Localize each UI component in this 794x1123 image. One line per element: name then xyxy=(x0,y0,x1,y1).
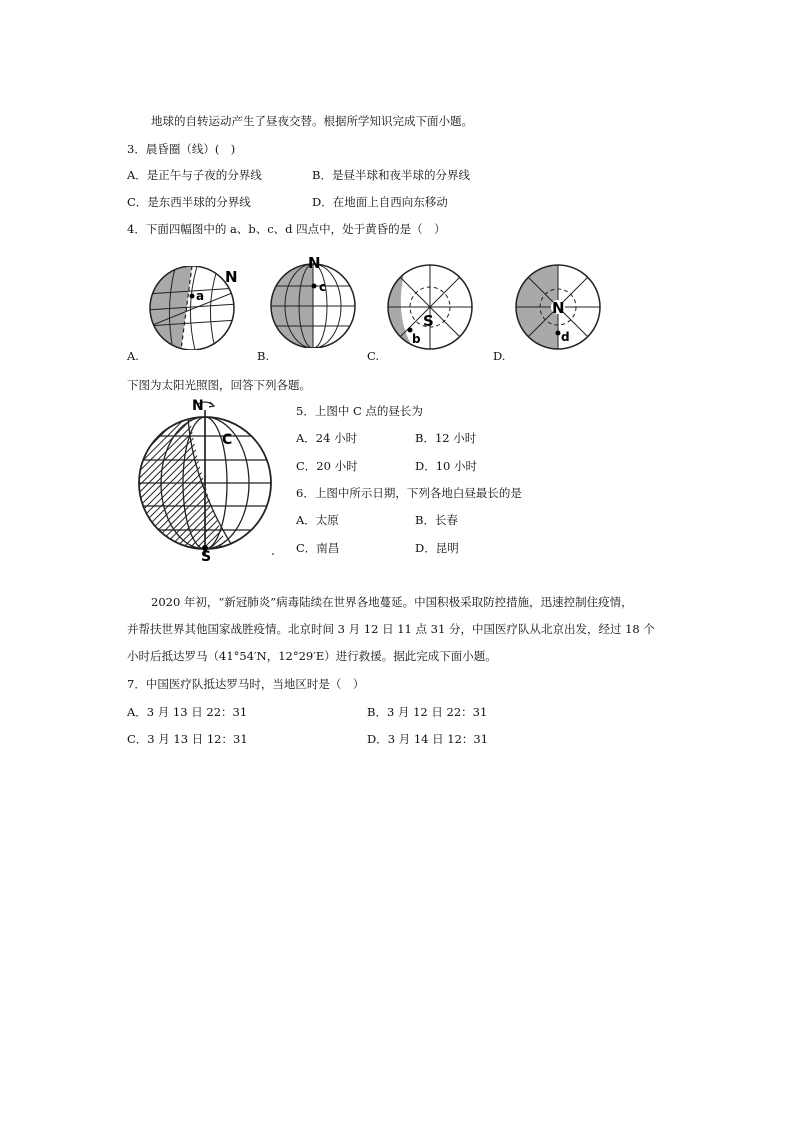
q6-option-a: A．太原 xyxy=(296,513,339,527)
intro-text: 地球的自转运动产生了昼夜交替。根据所学知识完成下面小题。 xyxy=(151,114,473,128)
q6-option-b: B．长春 xyxy=(415,513,458,527)
figure-label-a: A. xyxy=(127,349,139,363)
figure-label-d: D. xyxy=(493,349,506,363)
q4-figure-c xyxy=(386,264,476,352)
sunlight-figure xyxy=(136,396,281,562)
sunlight-north-label: N xyxy=(192,398,204,414)
q6-option-d: D．昆明 xyxy=(415,541,459,555)
passage-line-3: 小时后抵达罗马（41°54′N，12°29′E）进行救援。据此完成下面小题。 xyxy=(127,649,497,663)
q4-figure-d xyxy=(514,264,604,352)
point-a-label: a xyxy=(196,289,205,303)
q7-option-d: D．3 月 14 日 12：31 xyxy=(367,732,489,746)
q5-option-a: A．24 小时 xyxy=(296,431,358,445)
q3-stem: 3．晨昏圈（线）( ) xyxy=(127,142,236,156)
figure-label-c: C. xyxy=(367,349,380,363)
q3-option-a: A．是正午与子夜的分界线 xyxy=(127,168,262,182)
q3-option-d: D．在地面上自西向东移动 xyxy=(312,195,448,209)
q6-option-c: C．南昌 xyxy=(296,541,340,555)
q7-stem: 7．中国医疗队抵达罗马时，当地区时是（ ） xyxy=(127,677,365,691)
q3-option-c: C．是东西半球的分界线 xyxy=(127,195,251,209)
sunlight-point-c-label: C xyxy=(222,432,233,448)
q4-stem: 4．下面四幅图中的 a、b、c、d 四点中，处于黄昏的是（ ） xyxy=(127,222,446,236)
q7-option-b: B．3 月 12 日 22：31 xyxy=(367,705,488,719)
q5-option-d: D．10 小时 xyxy=(415,459,478,473)
q7-option-c: C．3 月 13 日 12：31 xyxy=(127,732,248,746)
north-label-d: N xyxy=(552,299,565,317)
passage-line-1: 2020 年初，“新冠肺炎”病毒陆续在世界各地蔓延。中国积极采取防控措施，迅速控制住疫情， xyxy=(151,595,633,609)
north-label-b: N xyxy=(308,256,321,272)
q4-figure-b xyxy=(268,256,363,348)
sun-intro: 下图为太阳光照图，回答下列各题。 xyxy=(127,378,311,392)
q5-stem: 5．上图中 C 点的昼长为 xyxy=(296,404,423,418)
point-b-label: b xyxy=(412,332,421,346)
q4-figure-a xyxy=(145,266,250,350)
sunlight-south-label: S xyxy=(201,549,212,562)
point-c-label: c xyxy=(319,280,327,294)
q5-option-c: C．20 小时 xyxy=(296,459,358,473)
passage-line-2: 并帮扶世界其他国家战胜疫情。北京时间 3 月 12 日 11 点 31 分，中国医疗队从北京出发，经过 18 个 xyxy=(127,622,655,636)
figure-label-b: B. xyxy=(257,349,270,363)
north-label-a: N xyxy=(225,268,238,286)
south-label-c: S xyxy=(423,312,434,330)
q5-option-b: B．12 小时 xyxy=(415,431,477,445)
q3-option-b: B．是昼半球和夜半球的分界线 xyxy=(312,168,470,182)
q7-option-a: A．3 月 13 日 22：31 xyxy=(127,705,248,719)
point-d-label: d xyxy=(561,330,570,344)
q6-stem: 6．上图中所示日期，下列各地白昼最长的是 xyxy=(296,486,522,500)
